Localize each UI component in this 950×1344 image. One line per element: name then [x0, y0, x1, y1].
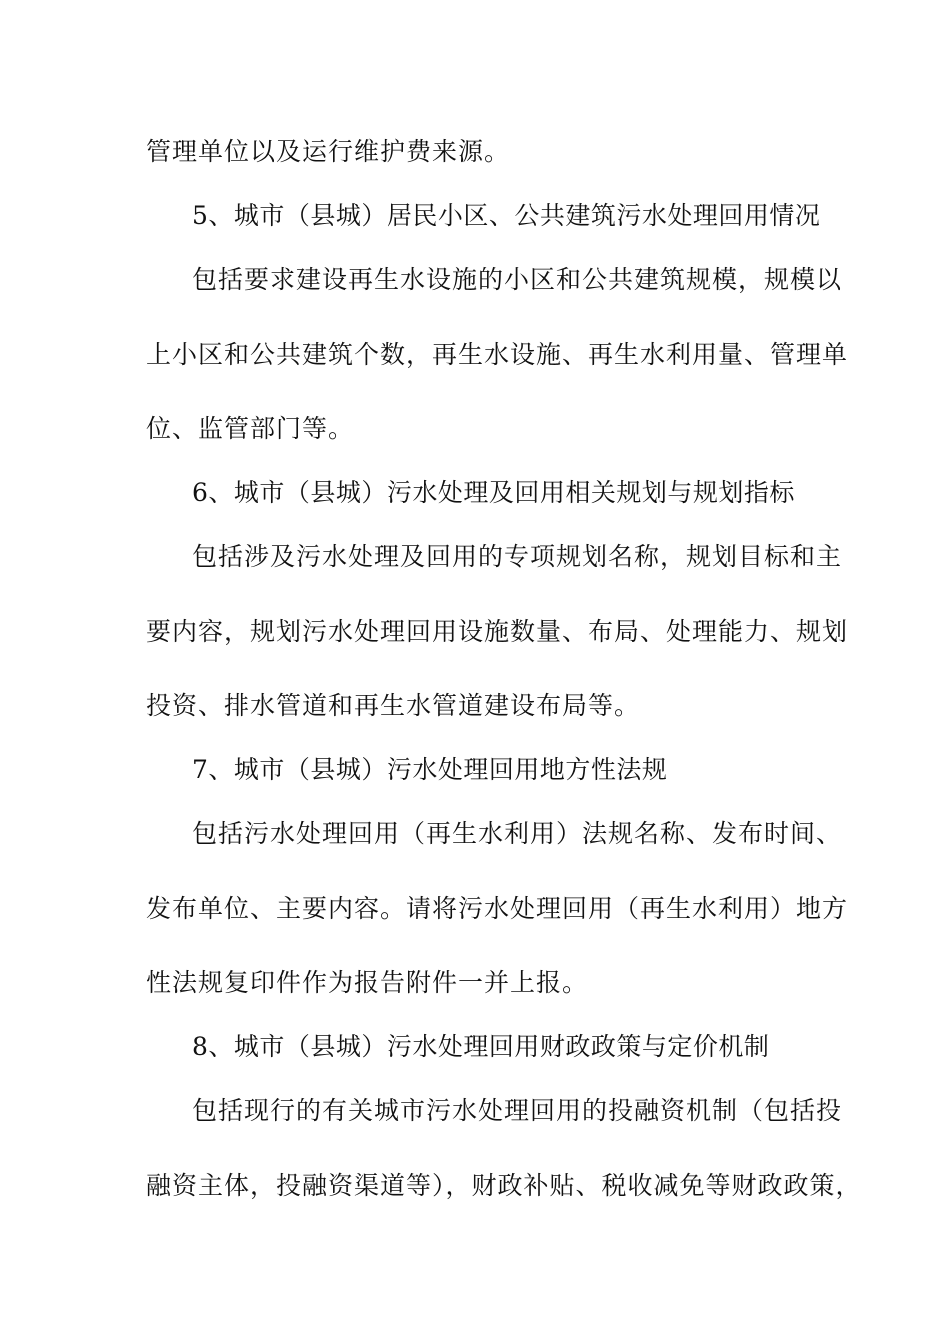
section-heading-7: 7、城市（县城）污水处理回用地方性法规 — [192, 755, 668, 784]
paragraph-line: 投资、排水管道和再生水管道建设布局等。 — [146, 691, 641, 720]
paragraph-line: 发布单位、主要内容。请将污水处理回用（再生水利用）地方 — [146, 894, 849, 923]
section-heading-6: 6、城市（县城）污水处理及回用相关规划与规划指标 — [192, 478, 795, 507]
paragraph-line: 上小区和公共建筑个数，再生水设施、再生水利用量、管理单 — [146, 340, 849, 369]
paragraph-line: 融资主体，投融资渠道等），财政补贴、税收减免等财政政策， — [146, 1171, 862, 1200]
paragraph-line: 性法规复印件作为报告附件一并上报。 — [146, 968, 589, 997]
paragraph-line: 包括要求建设再生水设施的小区和公共建筑规模，规模以 — [192, 265, 843, 294]
paragraph-line: 管理单位以及运行维护费来源。 — [146, 137, 511, 166]
section-heading-8: 8、城市（县城）污水处理回用财政政策与定价机制 — [192, 1032, 770, 1061]
paragraph-line: 位、监管部门等。 — [146, 414, 355, 443]
paragraph-line: 包括现行的有关城市污水处理回用的投融资机制（包括投 — [192, 1096, 843, 1125]
paragraph-line: 要内容，规划污水处理回用设施数量、布局、处理能力、规划 — [146, 617, 849, 646]
paragraph-line: 包括污水处理回用（再生水利用）法规名称、发布时间、 — [192, 819, 843, 848]
paragraph-line: 包括涉及污水处理及回用的专项规划名称，规划目标和主 — [192, 542, 843, 571]
section-heading-5: 5、城市（县城）居民小区、公共建筑污水处理回用情况 — [192, 201, 821, 230]
